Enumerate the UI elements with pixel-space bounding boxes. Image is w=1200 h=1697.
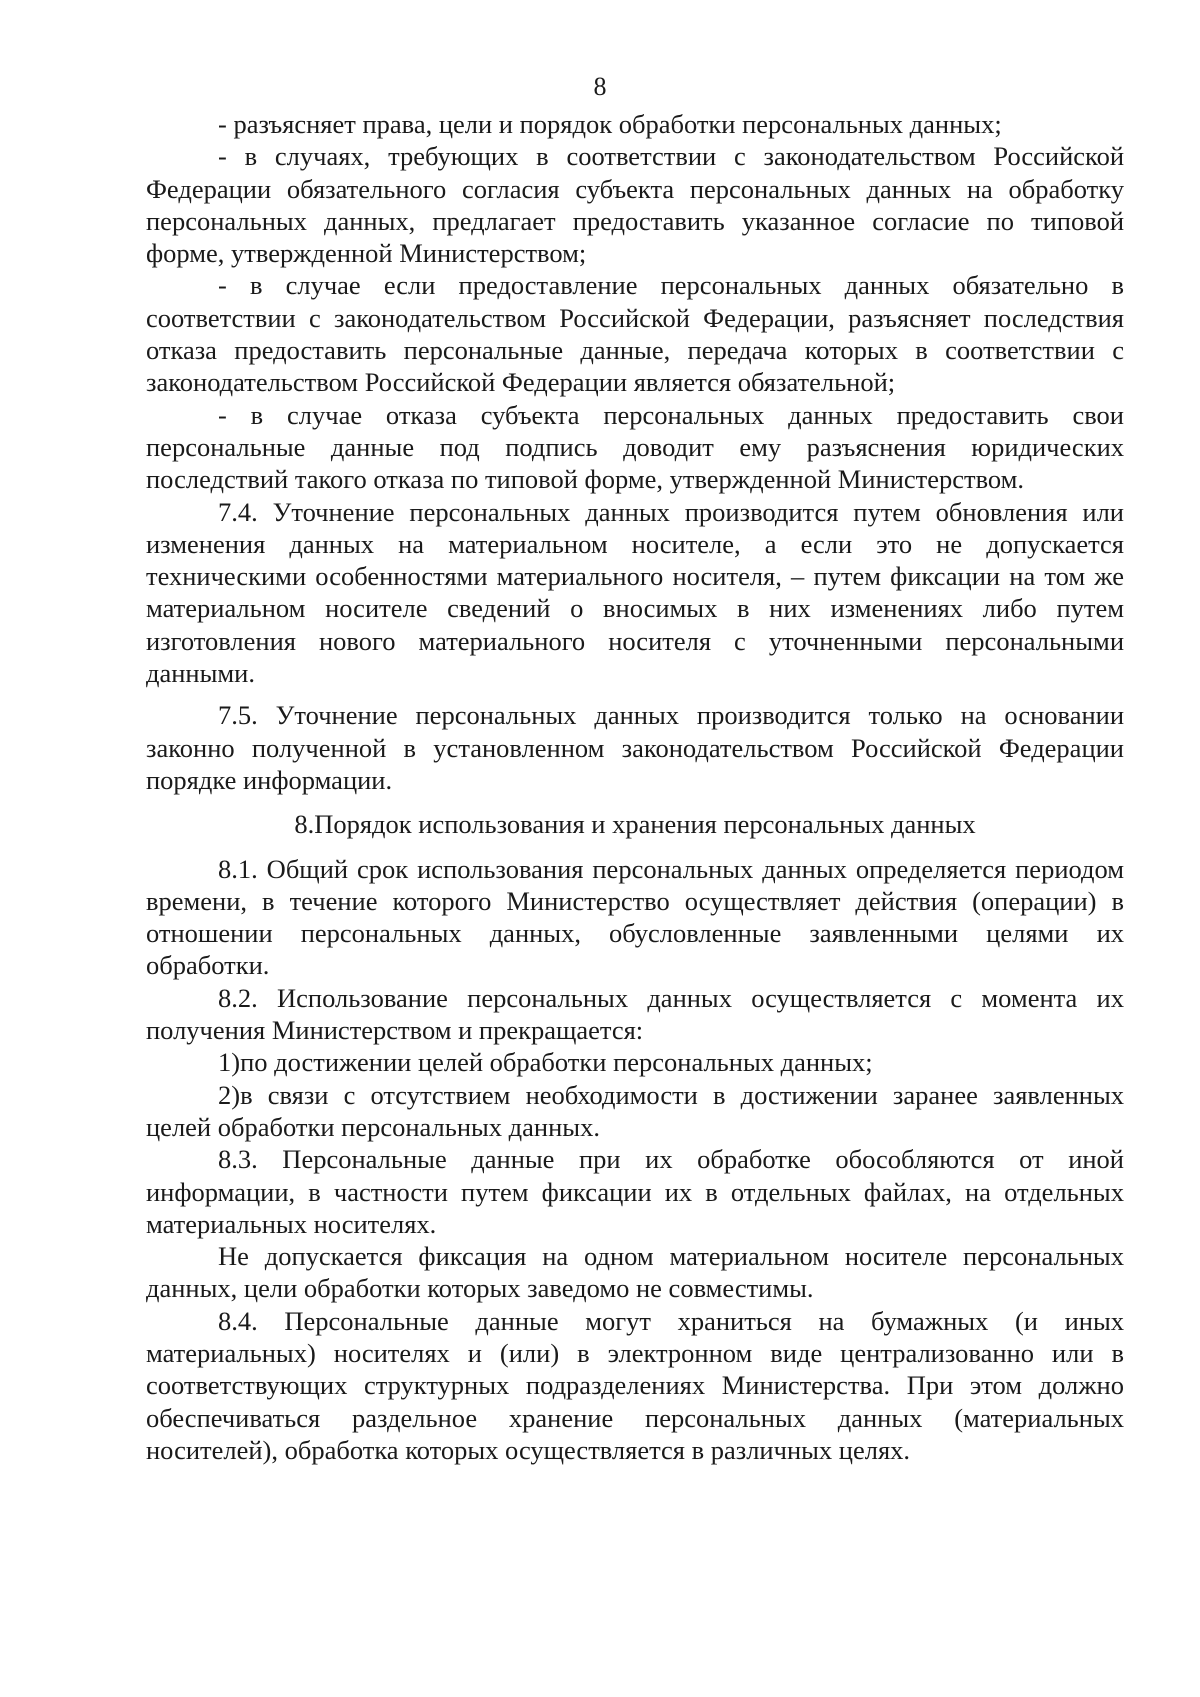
section-heading-8: 8.Порядок использования и хранения персональных данных xyxy=(294,809,976,840)
paragraph-8-3-note: Не допускается фиксация на одном материальном носителе персональных данных, цели обработки которых заведомо не совместимы. xyxy=(146,1241,1124,1304)
paragraph-refusal-consequences: - в случае если предоставление персональных данных обязательно в соответствии с законодательством Российской Федерации, разъясняет последствия отказа предоставить персональные данные, передача которых в соответствии с законодательством Российской Федерации является обязательной; xyxy=(146,270,1124,398)
paragraph-8-1: 8.1. Общий срок использования персональных данных определяется периодом времени, в течение которого Министерство осуществляет действия (операции) в отношении персональных данных, обусловленные заявленными целями их обработки. xyxy=(146,853,1124,981)
paragraph-7-5: 7.5. Уточнение персональных данных производится только на основании законно полученной в установленном законодательством Российской Федерации порядке информации. xyxy=(146,700,1124,795)
paragraph-refusal-signature: - в случае отказа субъекта персональных данных предоставить свои персональные данные под подпись доводит ему разъяснения юридических последствий такого отказа по типовой форме, утвержденной Министерством. xyxy=(146,399,1124,495)
paragraph-rights-explanation: - разъясняет права, цели и порядок обработки персональных данных; xyxy=(218,109,1002,139)
paragraph-7-4: 7.4. Уточнение персональных данных производится путем обновления или изменения данных на материальном носителе, а если это не допускается техническими особенностями материального носителя, – путем фиксации на том же материальном носителе сведений о вносимых в них изменениях либо путем изготовления нового материального носителя с уточненными персональными данными. xyxy=(146,496,1124,689)
list-item-8-2-2: 2)в связи с отсутствием необходимости в достижении заранее заявленных целей обработки персональных данных. xyxy=(146,1079,1124,1142)
paragraph-8-4: 8.4. Персональные данные могут храниться на бумажных (и иных материальных) носителях и (или) в электронном виде централизованно или в соответствующих структурных подразделениях Министерства. При этом должно обеспечиваться раздельное хранение персональных данных (материальных носителей), обработка которых осуществляется в различных целях. xyxy=(146,1305,1124,1465)
document-body xyxy=(146,108,1124,1466)
paragraph-consent-form: - в случаях, требующих в соответствии с законодательством Российской Федерации обязательного согласия субъекта персональных данных на обработку персональных данных, предлагает предоставить указанное согласие по типовой форме, утвержденной Министерством; xyxy=(146,141,1124,269)
list-item-8-2-1: 1)по достижении целей обработки персональных данных; xyxy=(218,1047,873,1078)
page-number: 8 xyxy=(593,72,607,101)
paragraph-8-3: 8.3. Персональные данные при их обработке обособляются от иной информации, в частности путем фиксации их в отдельных файлах, на отдельных материальных носителях. xyxy=(146,1144,1124,1239)
paragraph-8-2: 8.2. Использование персональных данных осуществляется с момента их получения Министерством и прекращается: xyxy=(146,982,1124,1046)
